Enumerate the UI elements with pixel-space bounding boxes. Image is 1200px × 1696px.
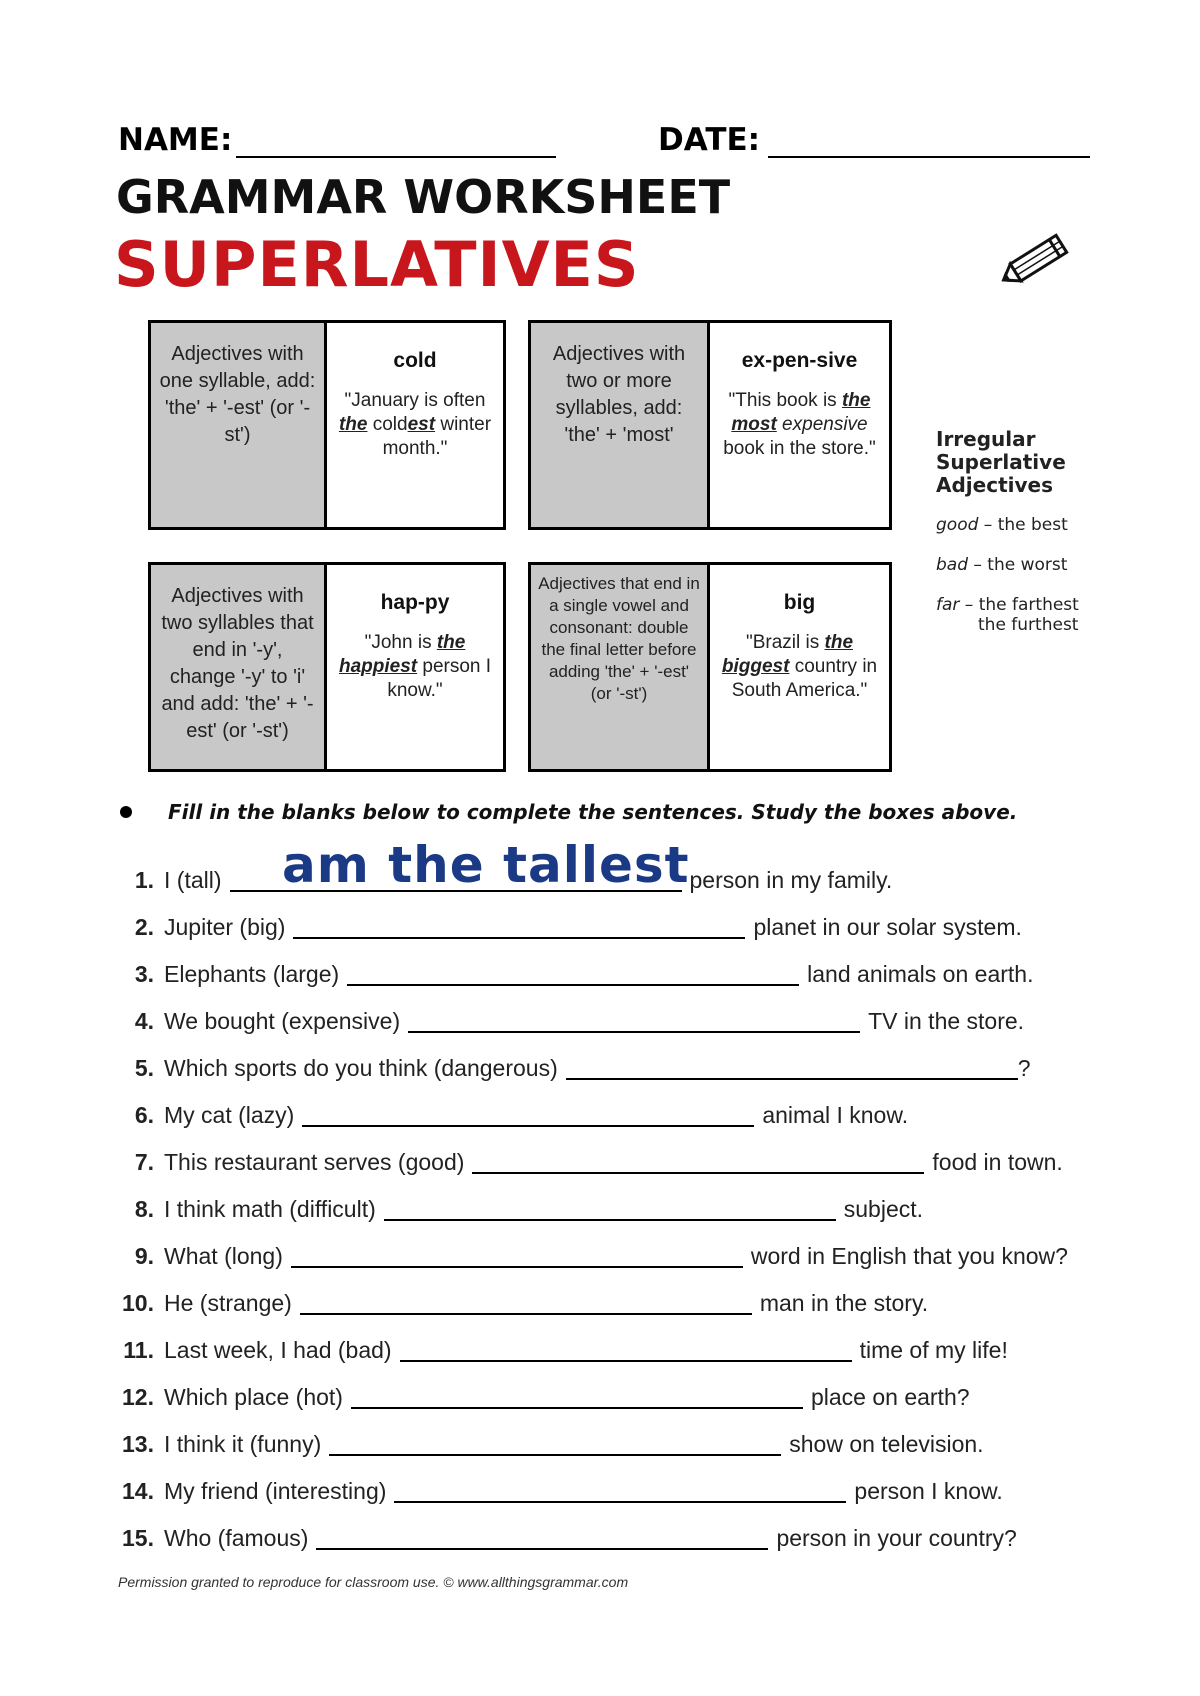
rule-example	[716, 389, 883, 461]
irregular-item	[936, 595, 1136, 635]
example-text: book in the store."	[723, 438, 876, 459]
question-prompt: I think math (difficult)	[164, 1196, 376, 1222]
question-number: 9.	[134, 1243, 154, 1269]
answer-blank[interactable]	[566, 1056, 1018, 1080]
irregular-item	[936, 555, 1136, 575]
instructions	[120, 800, 1017, 824]
irregular-alternative: the furthest	[978, 615, 1079, 635]
rule-box-ending-y	[148, 562, 506, 772]
example-the: the	[841, 390, 871, 411]
question-number: 8.	[134, 1196, 154, 1222]
example-text: country in South America."	[731, 656, 878, 701]
question-number: 6.	[134, 1102, 154, 1128]
question-2	[110, 911, 1022, 941]
question-number: 15.	[122, 1525, 154, 1551]
name-field[interactable]	[236, 156, 556, 158]
rule-word: ex-pen-sive	[741, 349, 858, 372]
question-number: 10.	[122, 1290, 154, 1316]
answer-blank[interactable]	[347, 962, 799, 986]
example-text: "John is	[364, 632, 437, 653]
rule-word: hap-py	[380, 591, 450, 614]
question-number: 1.	[134, 867, 154, 893]
question-15	[110, 1522, 1017, 1552]
question-ending: place on earth?	[810, 1384, 970, 1410]
irregular-adjective: far	[936, 595, 960, 615]
question-14	[110, 1475, 1003, 1505]
question-prompt: He (strange)	[164, 1290, 292, 1316]
example-text: cold	[367, 414, 408, 435]
question-6	[110, 1099, 908, 1129]
question-13	[110, 1428, 984, 1458]
question-ending: TV in the store.	[868, 1008, 1025, 1034]
question-prompt: Jupiter (big)	[164, 914, 286, 940]
example-suffix: biggest	[721, 656, 790, 677]
example-suffix: most	[731, 414, 777, 435]
example-suffix: happiest	[338, 656, 418, 677]
bullet-icon	[120, 806, 132, 818]
question-9	[110, 1240, 1068, 1270]
question-ending: person I know.	[854, 1478, 1003, 1504]
example-text: person I know."	[387, 656, 492, 701]
question-number: 11.	[123, 1337, 154, 1363]
question-ending: person in your country?	[776, 1525, 1017, 1551]
question-4	[110, 1005, 1024, 1035]
question-ending: man in the story.	[759, 1290, 929, 1316]
rule-example	[333, 631, 497, 703]
question-10	[110, 1287, 928, 1317]
question-prompt: My friend (interesting)	[164, 1478, 387, 1504]
question-number: 7.	[134, 1149, 154, 1175]
question-number: 14.	[122, 1478, 154, 1504]
example-text: "This book is	[728, 390, 842, 411]
topic-title: SUPERLATIVES	[114, 228, 640, 301]
question-prompt: My cat (lazy)	[164, 1102, 295, 1128]
rule-box-double-consonant	[528, 562, 892, 772]
question-prompt: This restaurant serves (good)	[164, 1149, 465, 1175]
footer-credit: Permission granted to reproduce for classroom use. © www.allthingsgrammar.com	[118, 1574, 629, 1590]
rule-text: Adjectives with two or more syllables, add: 'the' + 'most'	[531, 323, 710, 527]
handwritten-answer: am the tallest	[282, 836, 690, 894]
irregular-item	[936, 515, 1136, 535]
question-ending: food in town.	[932, 1149, 1063, 1175]
answer-blank[interactable]	[472, 1150, 924, 1174]
question-5	[110, 1052, 1031, 1082]
rule-text: Adjectives that end in a single vowel and consonant: double the final letter before adding 'the' + '-est' (or '-st')	[531, 565, 710, 769]
question-number: 13.	[122, 1431, 154, 1457]
rule-text: Adjectives with one syllable, add: 'the' + '-est' (or '-st')	[151, 323, 327, 527]
instructions-text: Fill in the blanks below to complete the sentences. Study the boxes above.	[168, 800, 1018, 824]
rule-text: Adjectives with two syllables that end in '-y', change '-y' to 'i' and add: 'the' + '-est' (or '-st')	[151, 565, 327, 769]
date-label: DATE:	[658, 122, 761, 158]
example-text: winter month."	[382, 414, 492, 459]
question-ending: word in English that you know?	[750, 1243, 1068, 1269]
question-prompt: Who (famous)	[164, 1525, 309, 1551]
answer-blank[interactable]	[302, 1103, 754, 1127]
rule-word: big	[783, 591, 816, 614]
example-text: "January is often	[344, 390, 486, 411]
question-ending: animal I know.	[762, 1102, 909, 1128]
irregular-adjective: good	[936, 515, 979, 535]
example-the: the	[436, 632, 466, 653]
answer-blank[interactable]	[351, 1385, 803, 1409]
question-ending: subject.	[843, 1196, 924, 1222]
example-suffix: est	[407, 414, 436, 435]
question-prompt: I think it (funny)	[164, 1431, 322, 1457]
irregular-adjective: bad	[936, 555, 968, 575]
irregular-superlative: – the best	[978, 515, 1068, 535]
rule-word: cold	[393, 349, 437, 372]
header-row	[118, 118, 1090, 162]
question-11	[110, 1334, 1008, 1364]
rule-box-two-or-more-syllables	[528, 320, 892, 530]
answer-blank[interactable]	[384, 1197, 836, 1221]
question-prompt: We bought (expensive)	[164, 1008, 401, 1034]
date-field[interactable]	[768, 156, 1090, 158]
pencil-icon	[996, 224, 1082, 294]
question-number: 2.	[134, 914, 154, 940]
question-prompt: Which place (hot)	[164, 1384, 343, 1410]
question-prompt: Which sports do you think (dangerous)	[164, 1055, 558, 1081]
answer-blank[interactable]	[300, 1291, 752, 1315]
worksheet-title: GRAMMAR WORKSHEET	[116, 170, 731, 224]
question-ending: person in my family.	[689, 867, 893, 893]
example-the: the	[824, 632, 854, 653]
name-label: NAME:	[118, 122, 233, 158]
question-ending: ?	[1017, 1055, 1031, 1081]
answer-blank[interactable]	[329, 1432, 781, 1456]
question-prompt: I (tall)	[164, 867, 222, 893]
irregular-superlative: – the worst	[968, 555, 1068, 575]
answer-blank[interactable]	[394, 1479, 846, 1503]
answer-blank[interactable]	[291, 1244, 743, 1268]
example-text: "Brazil is	[745, 632, 825, 653]
question-ending: time of my life!	[859, 1337, 1008, 1363]
question-12	[110, 1381, 970, 1411]
question-prompt: Last week, I had (bad)	[164, 1337, 392, 1363]
question-number: 3.	[134, 961, 154, 987]
question-prompt: What (long)	[164, 1243, 283, 1269]
irregular-superlative: – the farthest	[959, 595, 1079, 615]
question-ending: planet in our solar system.	[753, 914, 1022, 940]
question-ending: land animals on earth.	[807, 961, 1034, 987]
answer-blank[interactable]	[293, 915, 745, 939]
question-ending: show on television.	[789, 1431, 984, 1457]
answer-blank[interactable]	[316, 1526, 768, 1550]
question-number: 4.	[134, 1008, 154, 1034]
rule-box-one-syllable	[148, 320, 506, 530]
question-8	[110, 1193, 923, 1223]
answer-blank[interactable]	[400, 1338, 852, 1362]
question-number: 12.	[122, 1384, 154, 1410]
question-3	[110, 958, 1033, 988]
irregular-superlatives	[936, 428, 1136, 635]
rule-example	[716, 631, 883, 703]
question-prompt: Elephants (large)	[164, 961, 340, 987]
example-italic: expensive	[776, 414, 868, 435]
example-the: the	[338, 414, 368, 435]
irregular-title: Irregular Superlative Adjectives	[936, 427, 1066, 497]
rule-example	[333, 389, 497, 461]
answer-blank[interactable]	[408, 1009, 860, 1033]
question-number: 5.	[134, 1055, 154, 1081]
question-7	[110, 1146, 1063, 1176]
